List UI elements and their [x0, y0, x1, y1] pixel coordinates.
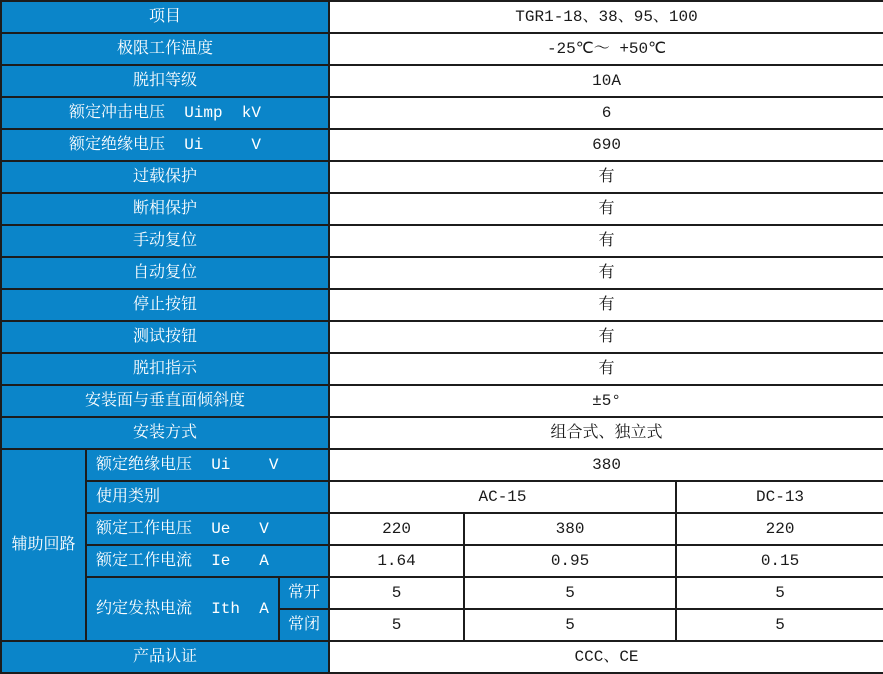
aux-value-current-3: 0.15 — [676, 545, 883, 577]
table-row-aux — [1, 481, 883, 513]
table-row — [1, 225, 883, 257]
aux-value-current-2: 0.95 — [464, 545, 676, 577]
row-label-phase-failure-protection: 断相保护 — [1, 193, 329, 225]
row-label-temperature-range: 极限工作温度 — [1, 33, 329, 65]
aux-value-no-3: 5 — [676, 577, 883, 609]
row-value-mounting-type: 组合式、独立式 — [329, 417, 883, 449]
row-value-insulation-voltage: 690 — [329, 129, 883, 161]
table-row — [1, 353, 883, 385]
aux-group-label: 辅助回路 — [1, 449, 86, 641]
table-row — [1, 257, 883, 289]
aux-value-no-1: 5 — [329, 577, 464, 609]
row-value-auto-reset: 有 — [329, 257, 883, 289]
table-row-aux — [1, 513, 883, 545]
table-row — [1, 33, 883, 65]
row-value-item: TGR1-18、38、95、100 — [329, 1, 883, 33]
table-row — [1, 1, 883, 33]
row-value-mounting-tilt: ±5° — [329, 385, 883, 417]
row-value-trip-class: 10A — [329, 65, 883, 97]
aux-value-current-1: 1.64 — [329, 545, 464, 577]
row-label-impulse-voltage: 额定冲击电压 Uimp kV — [1, 97, 329, 129]
aux-label-utilization-category: 使用类别 — [86, 481, 329, 513]
row-label-mounting-type: 安装方式 — [1, 417, 329, 449]
aux-value-voltage-3: 220 — [676, 513, 883, 545]
table-row — [1, 385, 883, 417]
row-value-test-button: 有 — [329, 321, 883, 353]
table-row-aux — [1, 449, 883, 481]
row-label-trip-indication: 脱扣指示 — [1, 353, 329, 385]
aux-value-nc-1: 5 — [329, 609, 464, 641]
aux-value-category-ac: AC-15 — [329, 481, 676, 513]
row-value-certification: CCC、CE — [329, 641, 883, 673]
aux-label-operating-current: 额定工作电流 Ie A — [86, 545, 329, 577]
table-row-aux — [1, 545, 883, 577]
table-row — [1, 193, 883, 225]
row-value-stop-button: 有 — [329, 289, 883, 321]
aux-label-normally-open: 常开 — [279, 577, 329, 609]
table-row — [1, 321, 883, 353]
row-label-auto-reset: 自动复位 — [1, 257, 329, 289]
row-label-stop-button: 停止按钮 — [1, 289, 329, 321]
aux-value-nc-2: 5 — [464, 609, 676, 641]
aux-label-insulation-voltage: 额定绝缘电压 Ui V — [86, 449, 329, 481]
table-row — [1, 65, 883, 97]
aux-label-thermal-current: 约定发热电流 Ith A — [86, 577, 279, 641]
row-label-manual-reset: 手动复位 — [1, 225, 329, 257]
row-label-item: 项目 — [1, 1, 329, 33]
table-row — [1, 289, 883, 321]
table-row — [1, 641, 883, 673]
table-row-aux — [1, 577, 883, 609]
table-row — [1, 161, 883, 193]
row-label-certification: 产品认证 — [1, 641, 329, 673]
row-label-test-button: 测试按钮 — [1, 321, 329, 353]
aux-value-category-dc: DC-13 — [676, 481, 883, 513]
aux-value-insulation-voltage: 380 — [329, 449, 883, 481]
aux-value-voltage-1: 220 — [329, 513, 464, 545]
row-value-manual-reset: 有 — [329, 225, 883, 257]
row-value-phase-failure-protection: 有 — [329, 193, 883, 225]
row-label-mounting-tilt: 安装面与垂直面倾斜度 — [1, 385, 329, 417]
aux-value-voltage-2: 380 — [464, 513, 676, 545]
row-label-overload-protection: 过载保护 — [1, 161, 329, 193]
aux-value-nc-3: 5 — [676, 609, 883, 641]
row-value-temperature-range: -25℃～ +50℃ — [329, 33, 883, 65]
table-row — [1, 129, 883, 161]
aux-label-normally-closed: 常闭 — [279, 609, 329, 641]
aux-label-operating-voltage: 额定工作电压 Ue V — [86, 513, 329, 545]
row-value-overload-protection: 有 — [329, 161, 883, 193]
row-label-trip-class: 脱扣等级 — [1, 65, 329, 97]
row-value-trip-indication: 有 — [329, 353, 883, 385]
row-value-impulse-voltage: 6 — [329, 97, 883, 129]
aux-value-no-2: 5 — [464, 577, 676, 609]
row-label-insulation-voltage: 额定绝缘电压 Ui V — [1, 129, 329, 161]
table-row — [1, 417, 883, 449]
table-row — [1, 97, 883, 129]
